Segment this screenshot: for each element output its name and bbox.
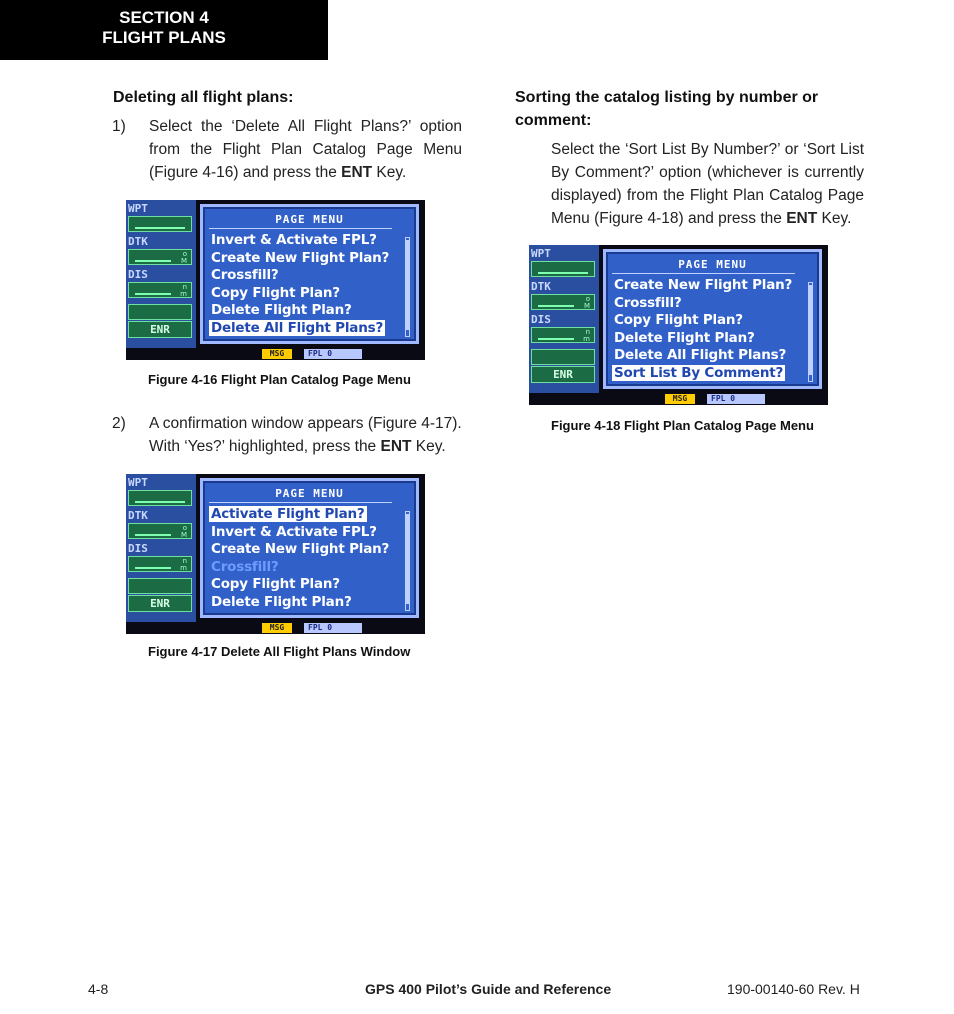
dis-label: DIS bbox=[128, 542, 148, 555]
menu-option[interactable]: Crossfill? bbox=[614, 294, 682, 311]
scroll-thumb[interactable] bbox=[809, 285, 812, 375]
heading-delete-all: Deleting all flight plans: bbox=[113, 89, 294, 106]
menu-option[interactable]: Copy Flight Plan? bbox=[211, 284, 340, 301]
menu-option[interactable]: Copy Flight Plan? bbox=[614, 312, 743, 328]
menu-option[interactable]: Crossfill? bbox=[211, 558, 279, 575]
dtk-label: DTK bbox=[128, 509, 148, 522]
menu-option[interactable]: Invert & Activate FPL? bbox=[211, 232, 377, 248]
dtk-label: DTK bbox=[531, 280, 551, 293]
fpl-annunciator: FPL 0 bbox=[304, 349, 362, 359]
menu-option[interactable]: Delete Flight Plan? bbox=[211, 302, 352, 318]
heading-sorting: Sorting the catalog listing by number or comment: bbox=[515, 89, 819, 129]
menu-option[interactable]: Delete All Flight Plans? bbox=[614, 347, 787, 363]
dis-field: n m bbox=[128, 282, 192, 298]
figure-17-caption: Figure 4-17 Delete All Flight Plans Window bbox=[148, 644, 411, 659]
msg-annunciator: MSG bbox=[262, 349, 292, 359]
divider bbox=[209, 502, 392, 503]
ent-key: ENT bbox=[380, 438, 412, 455]
menu-scrollbar[interactable] bbox=[405, 511, 410, 611]
fpl-annunciator: FPL 0 bbox=[304, 623, 362, 633]
menu-scrollbar[interactable] bbox=[808, 282, 813, 382]
menu-option[interactable]: Delete All Flight Plans? bbox=[211, 319, 384, 336]
menu-scrollbar[interactable] bbox=[405, 237, 410, 337]
wpt-label: WPT bbox=[531, 247, 551, 260]
sorting-text: Select the ‘Sort List By Number?’ or ‘Sort List By Comment?’ option (whichever is currently displayed) from the Flight Plan Catalog Page Menu (Figure 4-18) and press the ENT Key. bbox=[551, 141, 864, 227]
page-menu-title: PAGE MENU bbox=[275, 487, 344, 500]
wpt-field bbox=[531, 261, 595, 277]
page-number: 4-8 bbox=[88, 981, 109, 997]
ent-key: ENT bbox=[341, 164, 373, 181]
step-2-number: 2) bbox=[112, 415, 126, 432]
step-1-text: Select the ‘Delete All Flight Plans?’ option from the Flight Plan Catalog Page Menu (Figure 4-16) and press the ENT Key. bbox=[149, 118, 462, 181]
wpt-label: WPT bbox=[128, 476, 148, 489]
menu-option[interactable]: Invert & Activate FPL? bbox=[211, 523, 377, 540]
page-menu-window bbox=[200, 204, 419, 344]
data-fields-panel bbox=[126, 474, 196, 622]
scroll-thumb[interactable] bbox=[406, 240, 409, 330]
blank-field bbox=[128, 304, 192, 320]
dtk-field: o M bbox=[531, 294, 595, 310]
status-bar bbox=[126, 622, 425, 634]
enr-mode: ENR bbox=[128, 321, 192, 338]
page-menu-window bbox=[603, 249, 822, 389]
step-1-number: 1) bbox=[112, 118, 126, 135]
gps-screen-fig18 bbox=[529, 245, 828, 405]
menu-option[interactable]: Copy Flight Plan? bbox=[211, 576, 340, 592]
blank-field bbox=[128, 578, 192, 594]
dtk-field: o M bbox=[128, 249, 192, 265]
menu-option[interactable]: Create New Flight Plan? bbox=[211, 249, 390, 266]
section-number: SECTION 4 bbox=[119, 8, 209, 27]
menu-option[interactable]: Crossfill? bbox=[211, 267, 279, 283]
step-2-text: A confirmation window appears (Figure 4-17). With ‘Yes?’ highlighted, press the ENT Key. bbox=[149, 415, 462, 455]
fpl-annunciator: FPL 0 bbox=[707, 394, 765, 404]
msg-annunciator: MSG bbox=[665, 394, 695, 404]
status-bar bbox=[126, 348, 425, 360]
gps-screen-fig17 bbox=[126, 474, 425, 634]
figure-18-caption: Figure 4-18 Flight Plan Catalog Page Menu bbox=[551, 418, 814, 433]
footer-docnum: 190-00140-60 Rev. H bbox=[727, 981, 860, 997]
dtk-field: o M bbox=[128, 523, 192, 539]
section-tab bbox=[0, 0, 328, 60]
data-fields-panel bbox=[126, 200, 196, 348]
wpt-field bbox=[128, 216, 192, 232]
blank-field bbox=[531, 349, 595, 365]
menu-option[interactable]: Activate Flight Plan? bbox=[211, 506, 365, 522]
menu-option[interactable]: Delete Flight Plan? bbox=[211, 593, 352, 610]
msg-annunciator: MSG bbox=[262, 623, 292, 633]
gps-screen-fig16 bbox=[126, 200, 425, 360]
footer-title: GPS 400 Pilot’s Guide and Reference bbox=[365, 981, 612, 997]
data-fields-panel bbox=[529, 245, 599, 393]
page-menu-title: PAGE MENU bbox=[678, 258, 747, 271]
menu-option[interactable]: Sort List By Comment? bbox=[614, 364, 784, 381]
section-title: FLIGHT PLANS bbox=[102, 28, 226, 47]
enr-mode: ENR bbox=[128, 595, 192, 612]
divider bbox=[612, 273, 795, 274]
ent-key: ENT bbox=[786, 210, 818, 227]
menu-option[interactable]: Create New Flight Plan? bbox=[614, 277, 793, 293]
figure-16-caption: Figure 4-16 Flight Plan Catalog Page Menu bbox=[148, 372, 411, 387]
menu-option[interactable]: Delete Flight Plan? bbox=[614, 329, 755, 346]
status-bar bbox=[529, 393, 828, 405]
dis-field: n m bbox=[128, 556, 192, 572]
page-menu-title: PAGE MENU bbox=[275, 213, 344, 226]
divider bbox=[209, 228, 392, 229]
page-menu-window bbox=[200, 478, 419, 618]
menu-option[interactable]: Create New Flight Plan? bbox=[211, 541, 390, 557]
dis-label: DIS bbox=[531, 313, 551, 326]
enr-mode: ENR bbox=[531, 366, 595, 383]
wpt-label: WPT bbox=[128, 202, 148, 215]
scroll-thumb[interactable] bbox=[406, 514, 409, 604]
dis-label: DIS bbox=[128, 268, 148, 281]
wpt-field bbox=[128, 490, 192, 506]
dtk-label: DTK bbox=[128, 235, 148, 248]
dis-field: n m bbox=[531, 327, 595, 343]
